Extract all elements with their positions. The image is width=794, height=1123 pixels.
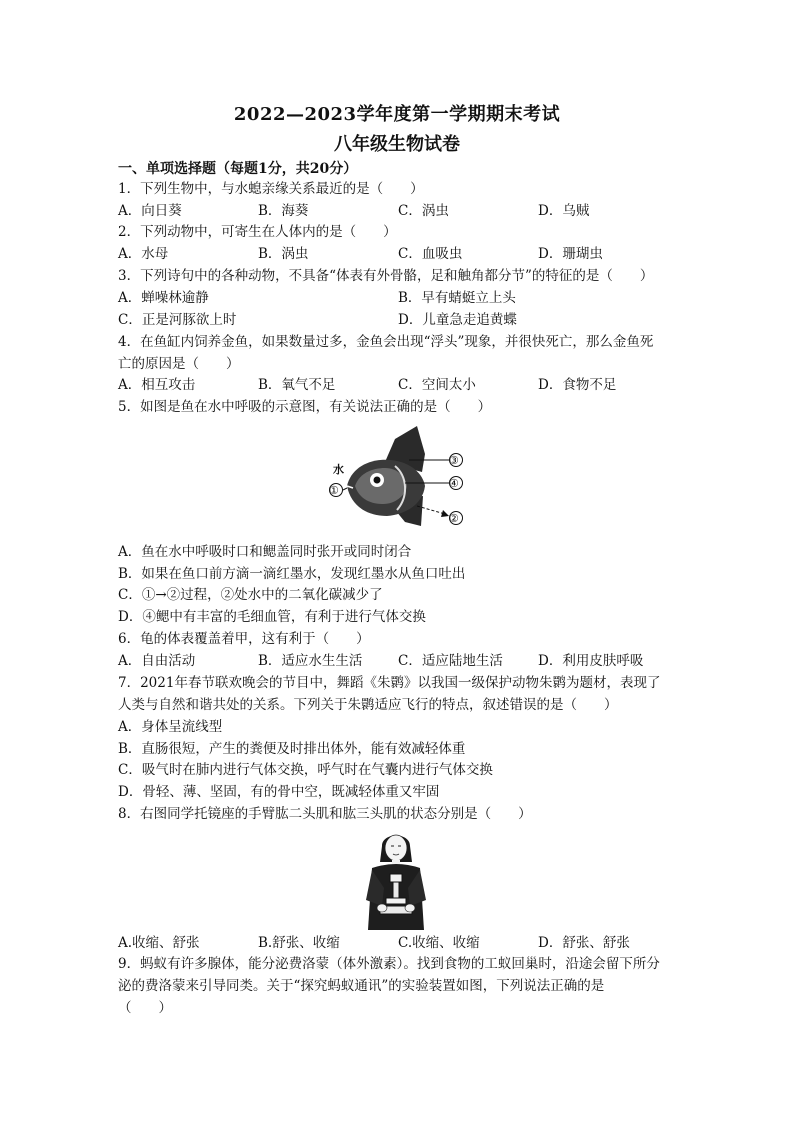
q2-option-b: B．涡虫 [258,246,309,262]
microscope-body [390,874,402,882]
q1-option-d: D．乌贼 [538,203,590,219]
q6-option-d: D．利用皮肤呼吸 [538,653,644,669]
q6-option-a: A．自由活动 [118,653,196,669]
q1-options [118,201,678,221]
q3-option-a: A．蝉噪林逾静 [118,290,209,306]
figure-label-water: 水 [333,463,344,476]
student-face [385,835,407,861]
figure-marker-4: ④ [449,477,459,490]
figure-marker-2: ② [449,512,459,525]
q8-option-a: A.收缩、舒张 [118,935,200,951]
q3-options-row1 [118,288,678,308]
figure-marker-1: ① [329,484,339,497]
q8-option-c: C.收缩、收缩 [398,935,480,951]
q4-options [118,375,678,395]
exam-title: 2022—2023学年度第一学期期末考试 [233,104,561,125]
q9-stem-line1: 9．蚂蚁有许多腺体，能分泌费洛蒙（体外激素）。找到食物的工蚁回巢时，沿途会留下所分 [118,956,660,972]
q6-option-b: B．适应水生生活 [258,653,363,669]
q5-option-a: A．鱼在水中呼吸时口和鳃盖同时张开或同时闭合 [118,544,412,560]
q8-option-d: D．舒张、舒张 [538,935,630,951]
student-microscope-figure [356,828,436,930]
q1-option-c: C．涡虫 [398,203,449,219]
q2-option-c: C．血吸虫 [398,246,463,262]
q9-stem-line2: 泌的费洛蒙来引导同类。关于“探究蚂蚁通讯”的实验装置如图，下列说法正确的是 [118,978,605,994]
q7-option-b: B．直肠很短，产生的粪便及时排出体外，能有效减轻体重 [118,741,466,757]
q5-option-d: D．④鳃中有丰富的毛细血管，有利于进行气体交换 [118,609,426,625]
q2-option-a: A．水母 [118,246,169,262]
q4-option-d: D．食物不足 [538,377,617,393]
q3-stem: 3．下列诗句中的各种动物，不具备“体表有外骨骼，足和触角都分节”的特征的是（ ） [118,268,654,284]
q5-option-b: B．如果在鱼口前方滴一滴红墨水，发现红墨水从鱼口吐出 [118,566,466,582]
q5-stem: 5．如图是鱼在水中呼吸的示意图，有关说法正确的是（ ） [118,399,492,415]
q1-stem: 1．下列生物中，与水螅亲缘关系最近的是（ ） [118,181,424,197]
q3-option-c: C．正是河豚欲上时 [118,312,237,328]
q8-stem: 8．右图同学托镜座的手臂肱二头肌和肱三头肌的状态分别是（ ） [118,806,532,822]
q4-option-a: A．相互攻击 [118,377,196,393]
q7-option-d: D．骨轻、薄、坚固，有的骨中空，既减轻体重又牢固 [118,784,440,800]
q4-option-b: B．氧气不足 [258,377,336,393]
fish-respiration-figure [325,424,475,532]
q1-option-b: B．海葵 [258,203,309,219]
q2-options [118,244,678,264]
q7-option-a: A．身体呈流线型 [118,719,223,735]
q7-stem-line1: 7．2021年春节联欢晚会的节目中，舞蹈《朱鹮》以我国一级保护动物朱鹮为题材，表现了 [118,675,661,691]
q4-option-c: C．空间太小 [398,377,476,393]
q7-stem-line2: 人类与自然和谐共处的关系。下列关于朱鹮适应飞行的特点，叙述错误的是（ ） [118,697,618,713]
q3-option-d: D．儿童急走追黄蝶 [398,312,517,328]
q1-option-a: A．向日葵 [118,203,182,219]
q7-option-c: C．吸气时在肺内进行气体交换，呼气时在气囊内进行气体交换 [118,762,493,778]
figure-marker-3: ③ [449,454,459,467]
q4-stem-line1: 4．在鱼缸内饲养金鱼，如果数量过多，金鱼会出现“浮头”现象，并很快死亡，那么金鱼死 [118,334,654,350]
q6-option-c: C．适应陆地生活 [398,653,503,669]
q3-option-b: B．早有蜻蜓立上头 [398,290,516,306]
q4-stem-line2: 亡的原因是（ ） [118,356,240,372]
q2-option-d: D．珊瑚虫 [538,246,603,262]
exam-subtitle: 八年级生物试卷 [334,134,460,155]
section-heading: 一、单项选择题（每题1分，共20分） [118,161,358,177]
q3-options-row2 [118,310,678,330]
q6-stem: 6．龟的体表覆盖着甲，这有利于（ ） [118,631,370,647]
q2-stem: 2．下列动物中，可寄生在人体内的是（ ） [118,224,397,240]
q8-options [118,933,678,953]
q5-option-c: C．①→②过程，②处水中的二氧化碳减少了 [118,587,383,603]
q9-stem-line3: （ ） [118,1000,172,1016]
q8-option-b: B.舒张、收缩 [258,935,340,951]
q6-options [118,651,678,671]
